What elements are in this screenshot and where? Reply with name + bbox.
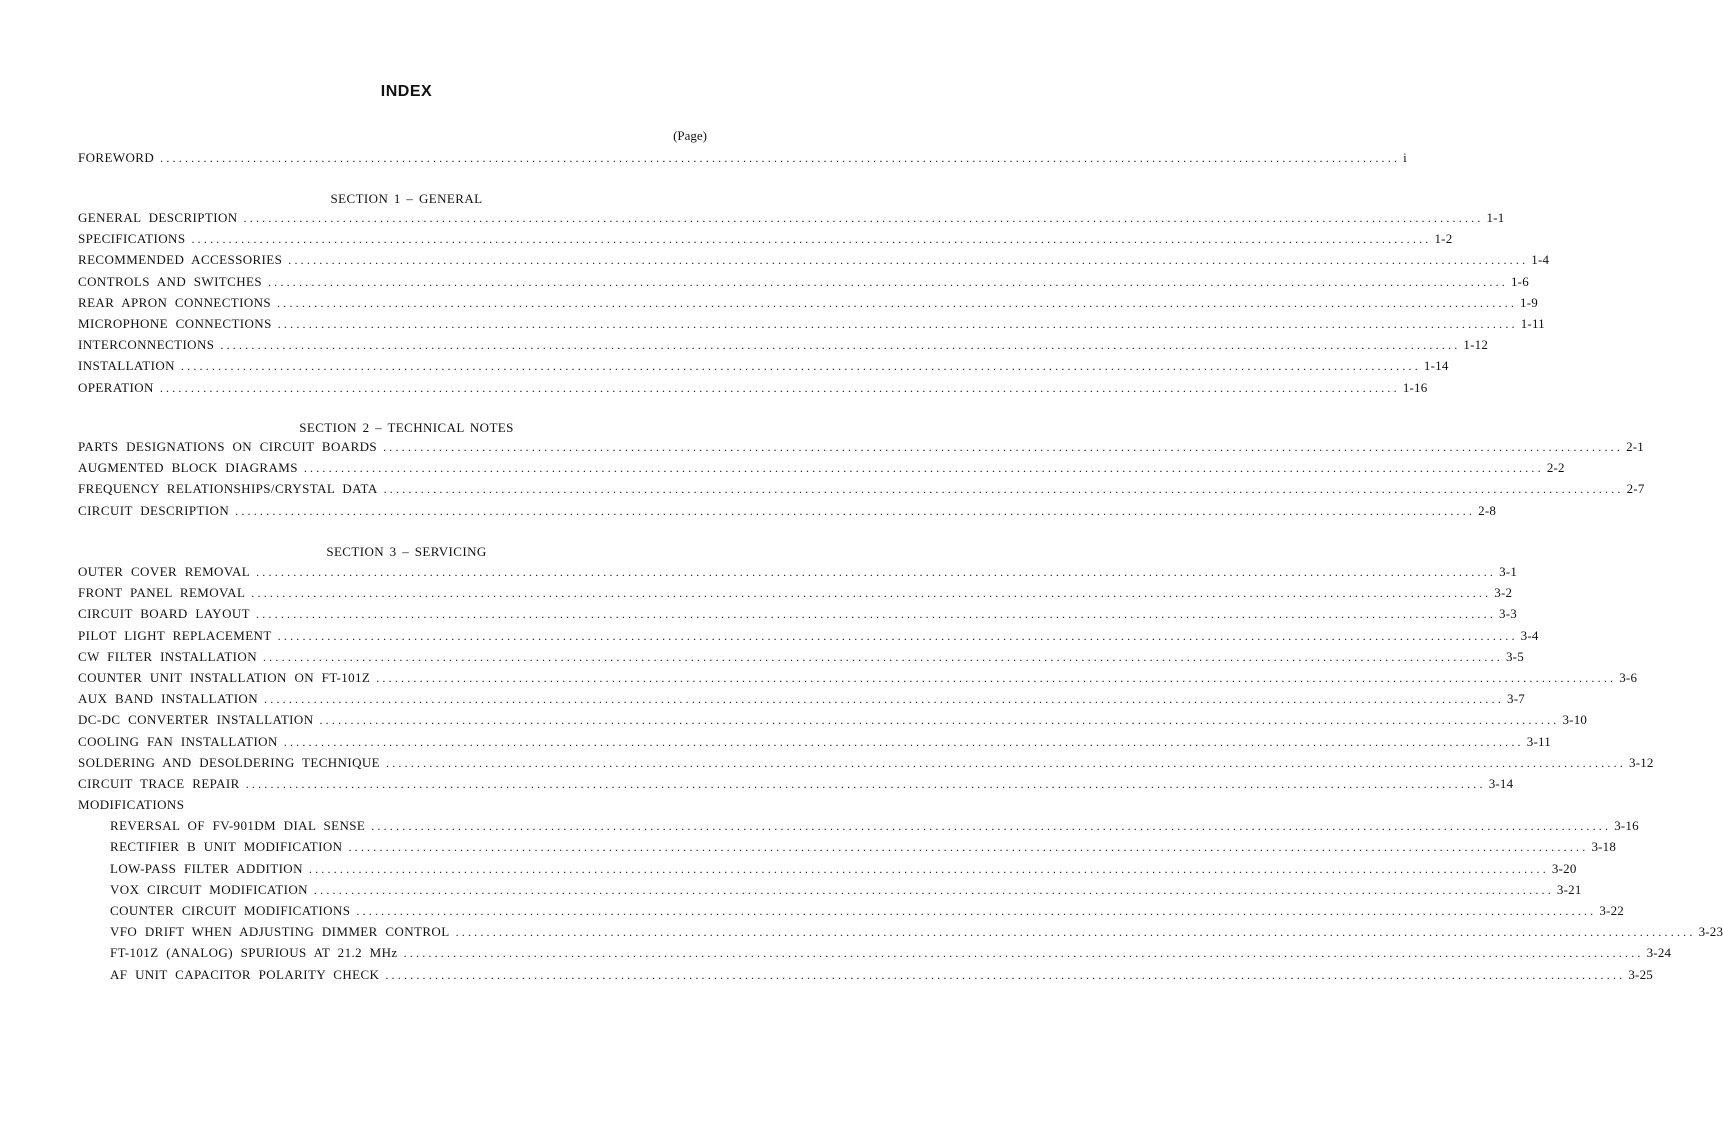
toc-entry-page: 2-7 xyxy=(1626,481,1645,497)
toc-entry xyxy=(78,966,1653,988)
toc-entry-page: 3-12 xyxy=(1629,754,1654,770)
toc-entry xyxy=(78,460,1565,481)
toc-entry-page: 1-9 xyxy=(1520,294,1538,310)
toc-entry-page: 3-24 xyxy=(1646,945,1672,961)
toc-entry-label: FREQUENCY RELATIONSHIPS/CRYSTAL DATA xyxy=(78,481,378,497)
toc-entry-label: FT-101Z (ANALOG) SPURIOUS AT 21.2 MHz xyxy=(110,945,398,961)
foreword-block xyxy=(78,150,1407,171)
toc-entry-label: CIRCUIT TRACE REPAIR xyxy=(78,775,240,791)
modifications-heading: MODIFICATIONS xyxy=(78,797,185,813)
leader-dots: ........................................................................................................................................................................................................ xyxy=(348,840,1589,855)
leader-dots: ........................................................................................................................................................................................................ xyxy=(356,904,1597,918)
leader-dots: ........................................................................................................................................................................................................ xyxy=(455,925,1696,940)
toc-entry-label: AF UNIT CAPACITOR POLARITY CHECK xyxy=(110,966,380,982)
page-title: INDEX xyxy=(380,83,433,100)
leader-dots: ........................................................................................................................................................................................................ xyxy=(251,586,1492,601)
toc-entry-page: 3-23 xyxy=(1698,924,1723,940)
toc-entry-page: 3-25 xyxy=(1628,966,1653,982)
toc-entry-page: 3-1 xyxy=(1499,564,1518,579)
toc-entry xyxy=(78,733,1551,755)
toc-entry-label: PILOT LIGHT REPLACEMENT xyxy=(78,627,272,643)
toc-entry-page: 1-1 xyxy=(1486,210,1505,225)
toc-entry xyxy=(78,273,1529,295)
toc-entry-page: 3-14 xyxy=(1488,775,1514,791)
leader-dots: ........................................................................................................................................................................................................ xyxy=(385,967,1626,982)
toc-entry xyxy=(78,924,1723,945)
toc-entry xyxy=(78,606,1517,627)
toc-entry-page: 3-21 xyxy=(1556,881,1582,897)
leader-dots: ........................................................................................................................................................................................................ xyxy=(256,607,1497,622)
toc-entry-page: i xyxy=(1403,150,1407,165)
leader-dots: ........................................................................................................................................................................................................ xyxy=(180,359,1421,374)
toc-entry-label: CONTROLS AND SWITCHES xyxy=(78,273,262,289)
toc-entry-page: 3-5 xyxy=(1505,648,1524,664)
toc-entry xyxy=(78,210,1505,231)
toc-entry xyxy=(78,775,1514,797)
leader-dots: ........................................................................................................................................................................................................ xyxy=(308,861,1549,876)
toc-entry-label: COUNTER CIRCUIT MODIFICATIONS xyxy=(110,903,351,918)
toc-entry-label: INTERCONNECTIONS xyxy=(78,337,215,353)
leader-dots: ........................................................................................................................................................................................................ xyxy=(256,565,1497,579)
leader-dots: ........................................................................................................................................................................................................ xyxy=(313,882,1554,897)
toc-entry xyxy=(78,564,1518,585)
toc-entry-label: FRONT PANEL REMOVAL xyxy=(78,585,246,601)
page-column-label: (Page) xyxy=(673,128,707,143)
toc-entry xyxy=(78,839,1617,860)
toc-entry xyxy=(78,648,1524,670)
leader-dots: ........................................................................................................................................................................................................ xyxy=(319,713,1560,728)
leader-dots: ........................................................................................................................................................................................................ xyxy=(160,151,1401,165)
leader-dots: ........................................................................................................................................................................................................ xyxy=(403,946,1644,961)
section-1-heading: SECTION 1 – GENERAL xyxy=(330,191,483,206)
toc-entry-page: 1-16 xyxy=(1402,379,1428,395)
toc-entry-page: 3-18 xyxy=(1591,839,1617,855)
toc-entry xyxy=(78,379,1428,401)
toc-entry-label: OPERATION xyxy=(78,379,154,395)
toc-entry-label: CIRCUIT BOARD LAYOUT xyxy=(78,606,251,622)
toc-entry-page: 1-4 xyxy=(1531,252,1550,268)
leader-dots: ........................................................................................................................................................................................................ xyxy=(159,380,1400,395)
toc-entry xyxy=(78,818,1639,839)
toc-entry-label: VFO DRIFT WHEN ADJUSTING DIMMER CONTROL xyxy=(110,924,450,940)
toc-entry xyxy=(78,231,1453,252)
toc-entry-label: AUGMENTED BLOCK DIAGRAMS xyxy=(78,460,298,476)
toc-entry-page: 3-7 xyxy=(1507,691,1525,707)
toc-entry-page: 1-12 xyxy=(1463,337,1489,353)
toc-entry xyxy=(78,903,1625,924)
leader-dots: ........................................................................................................................................................................................................ xyxy=(245,776,1486,791)
toc-entry-label: FOREWORD xyxy=(78,150,155,165)
leader-dots: ........................................................................................................................................................................................................ xyxy=(376,670,1617,685)
leader-dots: ........................................................................................................................................................................................................ xyxy=(386,755,1626,770)
leader-dots: ........................................................................................................................................................................................................ xyxy=(277,316,1518,331)
toc-entry xyxy=(78,439,1644,460)
toc-entry-label: GENERAL DESCRIPTION xyxy=(78,210,238,225)
toc-entry xyxy=(78,627,1539,649)
toc-entry-page: 3-16 xyxy=(1614,818,1639,834)
section-2-list xyxy=(78,439,1645,524)
section-3-list xyxy=(78,564,1723,988)
toc-entry-foreword xyxy=(78,150,1407,171)
toc-entry-page: 3-11 xyxy=(1526,733,1551,749)
section-2-heading: SECTION 2 – TECHNICAL NOTES xyxy=(299,420,514,435)
leader-dots: ........................................................................................................................................................................................................ xyxy=(235,503,1476,518)
leader-dots: ........................................................................................................................................................................................................ xyxy=(220,338,1461,353)
leader-dots: ........................................................................................................................................................................................................ xyxy=(191,232,1432,247)
modifications-heading-row xyxy=(78,797,708,818)
toc-entry xyxy=(78,881,1582,903)
toc-entry xyxy=(78,712,1588,733)
toc-entry-page: 2-8 xyxy=(1478,502,1497,518)
toc-entry-page: 3-6 xyxy=(1619,669,1638,685)
toc-entry xyxy=(78,669,1638,691)
toc-entry xyxy=(78,315,1545,337)
toc-entry-label: REVERSAL OF FV-901DM DIAL SENSE xyxy=(110,818,366,834)
toc-entry-page: 3-3 xyxy=(1499,606,1517,622)
leader-dots: ........................................................................................................................................................................................................ xyxy=(283,734,1524,749)
toc-entry-label: LOW-PASS FILTER ADDITION xyxy=(110,860,303,876)
toc-entry-page: 1-2 xyxy=(1434,231,1453,247)
toc-entry-page: 3-20 xyxy=(1551,860,1577,876)
toc-entry-page: 3-2 xyxy=(1494,585,1513,601)
leader-dots: ........................................................................................................................................................................................................ xyxy=(267,274,1508,289)
toc-entry-label: DC-DC CONVERTER INSTALLATION xyxy=(78,712,314,728)
toc-entry xyxy=(78,691,1525,712)
toc-entry-label: CW FILTER INSTALLATION xyxy=(78,648,257,664)
leader-dots: ........................................................................................................................................................................................................ xyxy=(262,649,1503,664)
toc-entry xyxy=(78,945,1672,966)
toc-entry xyxy=(78,337,1489,358)
section-3-entries xyxy=(78,564,1654,797)
toc-entry-label: COOLING FAN INSTALLATION xyxy=(78,733,278,749)
section-1-list xyxy=(78,210,1550,401)
leader-dots: ........................................................................................................................................................................................................ xyxy=(264,692,1505,707)
leader-dots: ........................................................................................................................................................................................................ xyxy=(277,628,1518,643)
toc-entry xyxy=(78,754,1654,776)
leader-dots: ........................................................................................................................................................................................................ xyxy=(383,482,1624,497)
toc-entry-page: 2-2 xyxy=(1546,460,1565,476)
toc-entry-label: SPECIFICATIONS xyxy=(78,231,186,247)
leader-dots: ........................................................................................................................................................................................................ xyxy=(371,819,1612,834)
toc-entry-label: SOLDERING AND DESOLDERING TECHNIQUE xyxy=(78,754,380,770)
leader-dots: ........................................................................................................................................................................................................ xyxy=(277,295,1518,310)
toc-entry-label: OUTER COVER REMOVAL xyxy=(78,564,251,579)
toc-entry-label: REAR APRON CONNECTIONS xyxy=(78,294,272,310)
toc-entry xyxy=(78,585,1513,606)
toc-entry-label: PARTS DESIGNATIONS ON CIRCUIT BOARDS xyxy=(78,439,378,454)
toc-entry-page: 3-4 xyxy=(1520,627,1539,643)
toc-entry-page: 3-22 xyxy=(1599,903,1625,918)
toc-entry xyxy=(78,252,1550,273)
toc-entry xyxy=(78,294,1538,316)
leader-dots: ........................................................................................................................................................................................................ xyxy=(383,440,1624,454)
leader-dots: ........................................................................................................................................................................................................ xyxy=(288,253,1529,268)
section-3-heading: SECTION 3 – SERVICING xyxy=(326,544,487,559)
toc-entry-page: 3-10 xyxy=(1562,712,1588,728)
toc-entry-label: RECTIFIER B UNIT MODIFICATION xyxy=(110,839,343,855)
toc-entry-label: MICROPHONE CONNECTIONS xyxy=(78,315,272,331)
toc-entry xyxy=(78,358,1449,379)
toc-entry-page: 1-14 xyxy=(1423,358,1449,374)
toc-entry-label: RECOMMENDED ACCESSORIES xyxy=(78,252,283,268)
modifications-entries xyxy=(78,818,1723,988)
toc-entry-page: 1-11 xyxy=(1520,315,1545,331)
toc-entry xyxy=(78,860,1577,882)
leader-dots: ........................................................................................................................................................................................................ xyxy=(303,461,1544,476)
toc-entry-label: CIRCUIT DESCRIPTION xyxy=(78,502,230,518)
toc-entry-label: AUX BAND INSTALLATION xyxy=(78,691,259,707)
toc-entry xyxy=(78,481,1645,502)
toc-entry-page: 1-6 xyxy=(1510,273,1529,289)
toc-entry-label: INSTALLATION xyxy=(78,358,175,374)
toc-entry-label: COUNTER UNIT INSTALLATION ON FT-101Z xyxy=(78,669,371,685)
toc-entry xyxy=(78,502,1497,524)
toc-entry-label: VOX CIRCUIT MODIFICATION xyxy=(110,881,308,897)
leader-dots: ........................................................................................................................................................................................................ xyxy=(243,211,1484,225)
toc-entry-page: 2-1 xyxy=(1626,439,1644,454)
